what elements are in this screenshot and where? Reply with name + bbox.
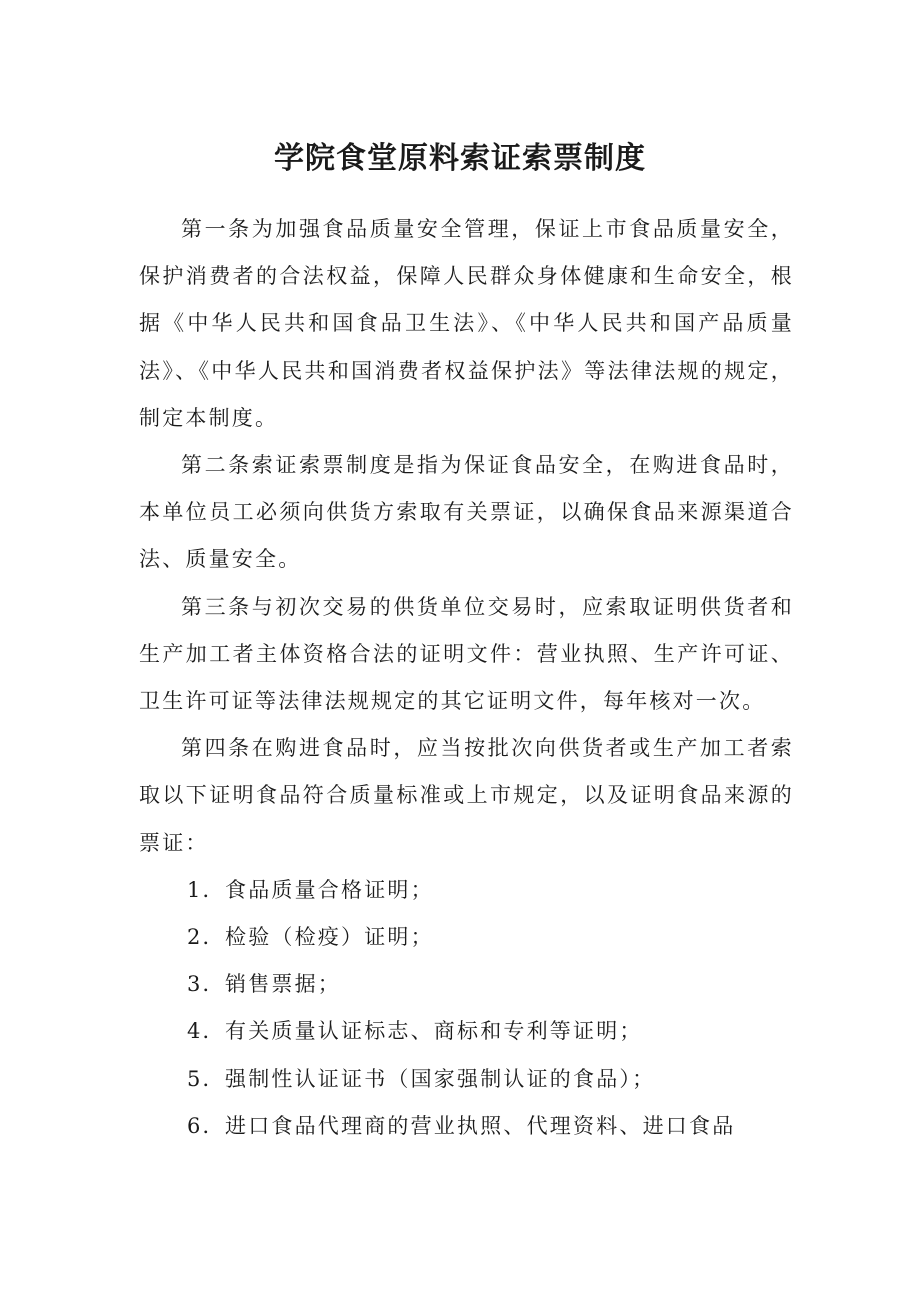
list-item-text: 食品质量合格证明； <box>225 877 434 902</box>
list-item <box>139 1103 794 1150</box>
list-item <box>139 867 794 914</box>
list-item-number: 2． <box>187 925 226 950</box>
list-item-text: 有关质量认证标志、商标和专利等证明； <box>225 1019 643 1044</box>
list-item <box>139 1056 794 1103</box>
list-item-number: 6． <box>187 1113 226 1138</box>
list-item-number: 1． <box>187 877 226 902</box>
document-body <box>139 206 794 1150</box>
list-item-text: 强制性认证证书（国家强制认证的食品）； <box>225 1066 656 1091</box>
list-item <box>139 1008 794 1055</box>
document-title: 学院食堂原料索证索票制度 <box>274 141 646 176</box>
list-item-number: 3． <box>187 972 226 997</box>
article-2-paragraph: 第二条索证索票制度是指为保证食品安全，在购进食品时，本单位员工必须向供货方索取有关票证，以确保食品来源渠道合法、质量安全。 <box>139 453 794 572</box>
list-item-number: 4． <box>187 1019 226 1044</box>
list-item <box>139 914 794 961</box>
list-item-text: 销售票据； <box>225 972 341 997</box>
list-item-number: 5． <box>187 1066 226 1091</box>
list-item-text: 检验（检疫）证明； <box>225 925 434 950</box>
list-item-text: 进口食品代理商的营业执照、代理资料、进口食品 <box>225 1113 736 1138</box>
article-1-paragraph: 第一条为加强食品质量安全管理，保证上市食品质量安全，保护消费者的合法权益，保障人民群众身体健康和生命安全，根据《中华人民共和国食品卫生法》、《中华人民共和国产品质量法》、《中华人民共和国消费者权益保护法》等法律法规的规定，制定本制度。 <box>139 217 794 430</box>
article-3-paragraph: 第三条与初次交易的供货单位交易时，应索取证明供货者和生产加工者主体资格合法的证明文件：营业执照、生产许可证、卫生许可证等法律法规规定的其它证明文件，每年核对一次。 <box>139 594 794 714</box>
list-item <box>139 961 794 1008</box>
article-4-paragraph: 第四条在购进食品时，应当按批次向供货者或生产加工者索取以下证明食品符合质量标准或上市规定，以及证明食品来源的票证： <box>139 736 794 855</box>
